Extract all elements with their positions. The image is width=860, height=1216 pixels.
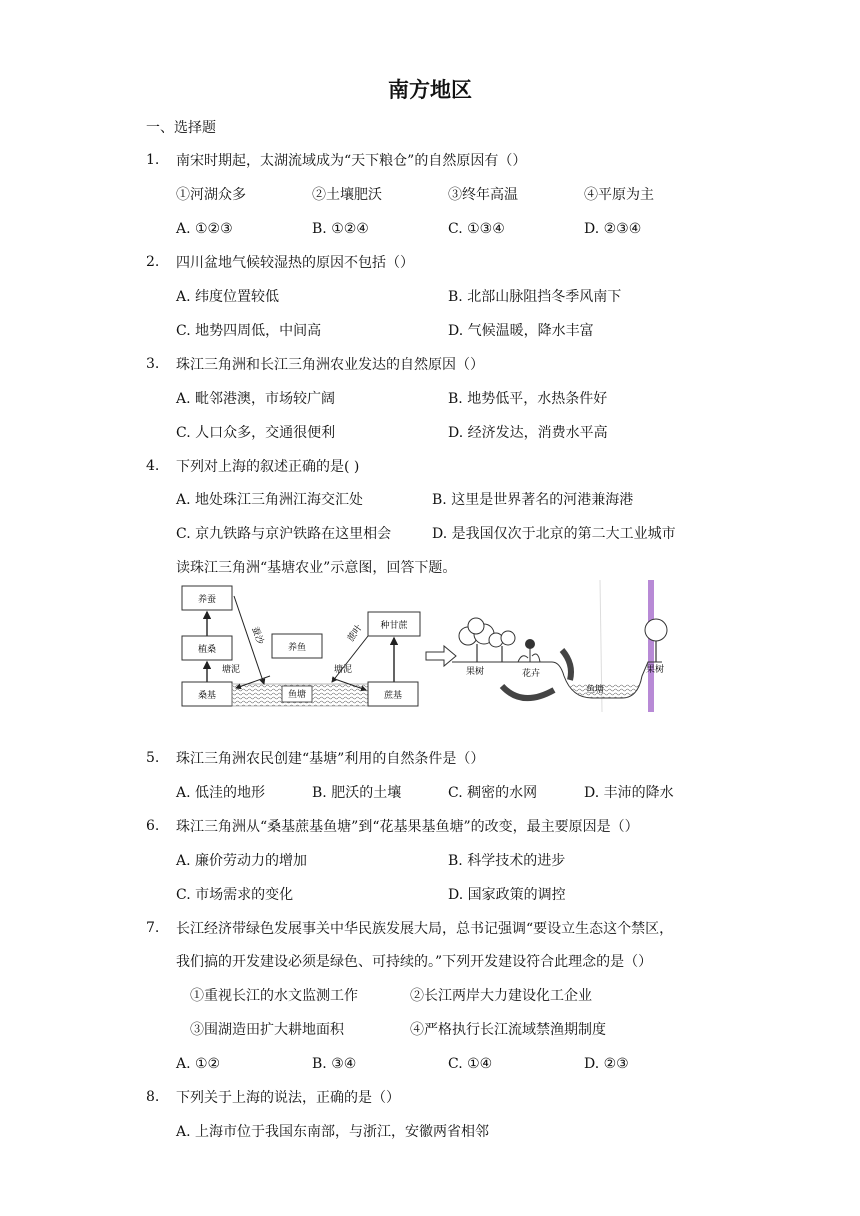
question-stem: 四川盆地气候较湿热的原因不包括（） [176, 255, 414, 271]
question-stem-line2: 我们搞的开发建设必须是绿色、可持续的。”下列开发建设符合此理念的是（） [176, 954, 653, 970]
statement-item: ③围湖造田扩大耕地面积 [190, 1022, 344, 1038]
question-number: 3. [146, 356, 160, 372]
transition-arrow-icon [426, 646, 456, 666]
option-a: A. ①②③ [176, 221, 233, 237]
option-d: D. 气候温暖，降水丰富 [448, 323, 594, 339]
question-stem: 南宋时期起，太湖流域成为“天下粮仓”的自然原因有（） [176, 153, 527, 169]
option-c: C. ①③④ [448, 221, 505, 237]
option-b: B. 肥沃的土壤 [312, 785, 402, 801]
flower-icon [518, 639, 540, 662]
box-mulberry-base-label: 桑基 [197, 691, 217, 701]
box-silkworm-label: 养蚕 [197, 595, 217, 605]
option-b: B. 地势低平，水热条件好 [448, 391, 608, 407]
box-mulberry-label: 植桑 [197, 645, 217, 655]
arrow-label-cane-leaves: 蔗叶 [346, 623, 365, 644]
fruit-tree-icon [459, 618, 515, 662]
option-b: B. ③④ [312, 1056, 357, 1072]
option-a: A. 廉价劳动力的增加 [176, 853, 308, 869]
statement-item: ③终年高温 [448, 187, 518, 203]
arrow-label-pond-mud-right: 塘泥 [334, 665, 353, 675]
arrow-label-pond-mud-left: 塘泥 [222, 665, 241, 675]
box-pond-label: 鱼塘 [287, 690, 307, 700]
option-c: C. 稠密的水网 [448, 785, 538, 801]
option-a: A. 低洼的地形 [176, 785, 266, 801]
question-stem: 珠江三角洲农民创建“基塘”利用的自然条件是（） [176, 751, 485, 767]
base-pond-diagram [182, 580, 665, 712]
section-heading: 一、选择题 [146, 120, 216, 136]
page-title: 南方地区 [388, 78, 472, 102]
box-sugarcane-label: 种甘蔗 [380, 621, 408, 631]
question-stem-line1: 长江经济带绿色发展事关中华民族发展大局，总书记强调“要设立生态这个禁区， [176, 921, 674, 937]
option-a: A. 上海市位于我国东南部，与浙江，安徽两省相邻 [176, 1124, 490, 1140]
option-a: A. 纬度位置较低 [176, 289, 280, 305]
question-number: 7. [146, 920, 160, 936]
box-sugarcane-base-label: 蔗基 [383, 691, 403, 701]
question-number: 6. [146, 818, 160, 834]
statement-item: ④平原为主 [584, 187, 654, 203]
fruit-tree-label-right: 果树 [646, 665, 665, 675]
statement-item: ①河湖众多 [176, 187, 246, 203]
option-b: B. ①②④ [312, 221, 369, 237]
question-stem: 珠江三角洲和长江三角洲农业发达的自然原因（） [176, 357, 484, 373]
option-a: A. ①② [176, 1056, 221, 1072]
question-number: 4. [146, 458, 160, 474]
option-b: B. 北部山脉阻挡冬季风南下 [448, 289, 622, 305]
statement-item: ④严格执行长江流域禁渔期制度 [410, 1022, 606, 1038]
option-c: C. 京九铁路与京沪铁路在这里相会 [176, 526, 392, 542]
option-b: B. 科学技术的进步 [448, 853, 566, 869]
cycle-arrow-icon [502, 686, 554, 698]
purple-bar [648, 580, 654, 712]
option-a: A. 地处珠江三角洲江海交汇处 [176, 492, 364, 508]
question-stem: 珠江三角洲从“桑基蔗基鱼塘”到“花基果基鱼塘”的改变，最主要原因是（） [176, 819, 639, 835]
question-stem: 下列对上海的叙述正确的是( ) [176, 459, 360, 475]
option-d: D. 是我国仅次于北京的第二大工业城市 [432, 526, 676, 542]
fruit-tree-label: 果树 [466, 667, 485, 677]
option-d: D. 国家政策的调控 [448, 887, 566, 903]
option-d: D. 丰沛的降水 [584, 785, 674, 801]
option-c: C. 市场需求的变化 [176, 887, 294, 903]
question-number: 1. [146, 152, 160, 168]
option-b: B. 这里是世界著名的河港兼海港 [432, 492, 634, 508]
option-c: C. ①④ [448, 1056, 493, 1072]
pond-label: 鱼塘 [586, 685, 605, 695]
flower-label: 花卉 [522, 669, 541, 679]
box-fish-label: 养鱼 [287, 643, 307, 653]
figure-intro: 读珠江三角洲“基塘农业”示意图，回答下题。 [176, 560, 457, 576]
question-number: 2. [146, 254, 160, 270]
question-stem: 下列关于上海的说法，正确的是（） [176, 1090, 400, 1106]
option-d: D. ②③④ [584, 221, 642, 237]
option-a: A. 毗邻港澳，市场较广阔 [176, 391, 336, 407]
option-c: C. 地势四周低，中间高 [176, 323, 322, 339]
question-number: 5. [146, 750, 160, 766]
option-d: D. 经济发达，消费水平高 [448, 425, 608, 441]
statement-item: ②长江两岸大力建设化工企业 [410, 988, 592, 1004]
question-number: 8. [146, 1089, 160, 1105]
option-c: C. 人口众多，交通很便利 [176, 425, 336, 441]
option-d: D. ②③ [584, 1056, 629, 1072]
arrow-label-silk-waste: 蚕沙 [249, 625, 265, 646]
statement-item: ②土壤肥沃 [312, 187, 382, 203]
statement-item: ①重视长江的水文监测工作 [190, 988, 358, 1004]
